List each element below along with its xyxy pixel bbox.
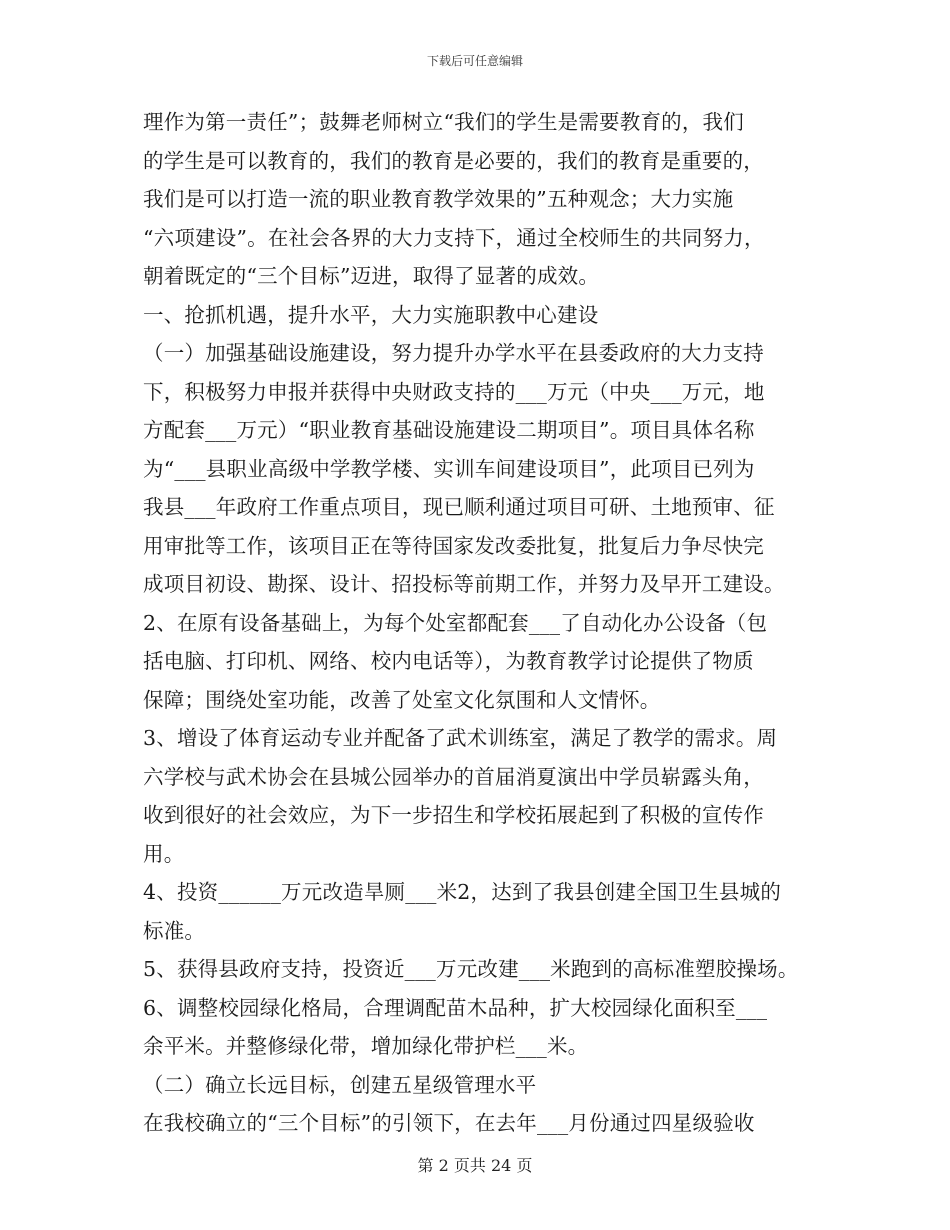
subsection-heading: （二）确立长远目标，创建五星级管理水平 bbox=[143, 1072, 537, 1097]
page-footer: 第 2 页共 24 页 bbox=[417, 1156, 533, 1175]
list-item: 3、增设了体育运动专业并配备了武术训练室，满足了教学的需求。周 bbox=[143, 726, 778, 750]
list-item: 6、调整校园绿化格局，合理调配苗木品种，扩大校园绿化面积至___ bbox=[143, 995, 768, 1020]
text-line: 标准。 bbox=[143, 918, 206, 943]
text-line: 方配套___万元）“职业教育基础设施建设二期项目”。项目具体名称 bbox=[143, 418, 755, 442]
page-header: 下载后可任意编辑 bbox=[426, 54, 523, 68]
list-item: 4、投资______万元改造旱厕___米2，达到了我县创建全国卫生县城的 bbox=[143, 880, 782, 904]
subsection-heading: （一）加强基础设施建设，努力提升办学水平在县委政府的大力支持 bbox=[143, 341, 764, 365]
text-line: 成项目初设、勘探、设计、招投标等前期工作，并努力及早开工建设。 bbox=[143, 572, 785, 596]
text-line: 下，积极努力申报并获得中央财政支持的___万元（中央___万元，地 bbox=[143, 379, 765, 404]
text-line: 我们是可以打造一流的职业教育教学效果的”五种观念；大力实施 bbox=[143, 187, 734, 211]
text-line: 收到很好的社会效应，为下一步招生和学校拓展起到了积极的宣传作 bbox=[143, 803, 764, 827]
text-line: “六项建设”。在社会各界的大力支持下，通过全校师生的共同努力， bbox=[143, 225, 765, 250]
text-line: 括电脑、打印机、网络、校内电话等），为教育教学讨论提供了物质 bbox=[143, 649, 754, 673]
list-item: 5、获得县政府支持，投资近___万元改建___米跑到的高标准塑胶操场。 bbox=[143, 957, 799, 981]
document-body bbox=[143, 103, 823, 1143]
text-line: 余平米。并整修绿化带，增加绿化带护栏___米。 bbox=[143, 1034, 589, 1058]
text-line: 我县___年政府工作重点项目，现已顺利通过项目可研、土地预审、征 bbox=[143, 495, 775, 519]
text-line: 在我校确立的“三个目标”的引领下，在去年___月份通过四星级验收 bbox=[143, 1111, 755, 1135]
text-line: 六学校与武术协会在县城公园举办的首届消夏演出中学员崭露头角， bbox=[143, 764, 764, 789]
text-line: 朝着既定的“三个目标”迈进，取得了显著的成效。 bbox=[143, 264, 600, 288]
text-line: 用。 bbox=[143, 841, 185, 866]
text-line: 的学生是可以教育的，我们的教育是必要的，我们的教育是重要的， bbox=[143, 148, 764, 173]
list-item: 2、在原有设备基础上，为每个处室都配套___了自动化办公设备（包 bbox=[143, 610, 768, 635]
text-line: 用审批等工作，该项目正在等待国家发改委批复，批复后力争尽快完 bbox=[143, 533, 764, 558]
text-line: 为“___县职业高级中学教学楼、实训车间建设项目”，此项目已列为 bbox=[143, 456, 755, 481]
section-heading: 一、抢抓机遇，提升水平，大力实施职教中心建设 bbox=[143, 302, 599, 327]
text-line: 理作为第一责任”；鼓舞老师树立“我们的学生是需要教育的，我们 bbox=[143, 110, 744, 134]
text-line: 保障；围绕处室功能，改善了处室文化氛围和人文情怀。 bbox=[143, 687, 661, 712]
